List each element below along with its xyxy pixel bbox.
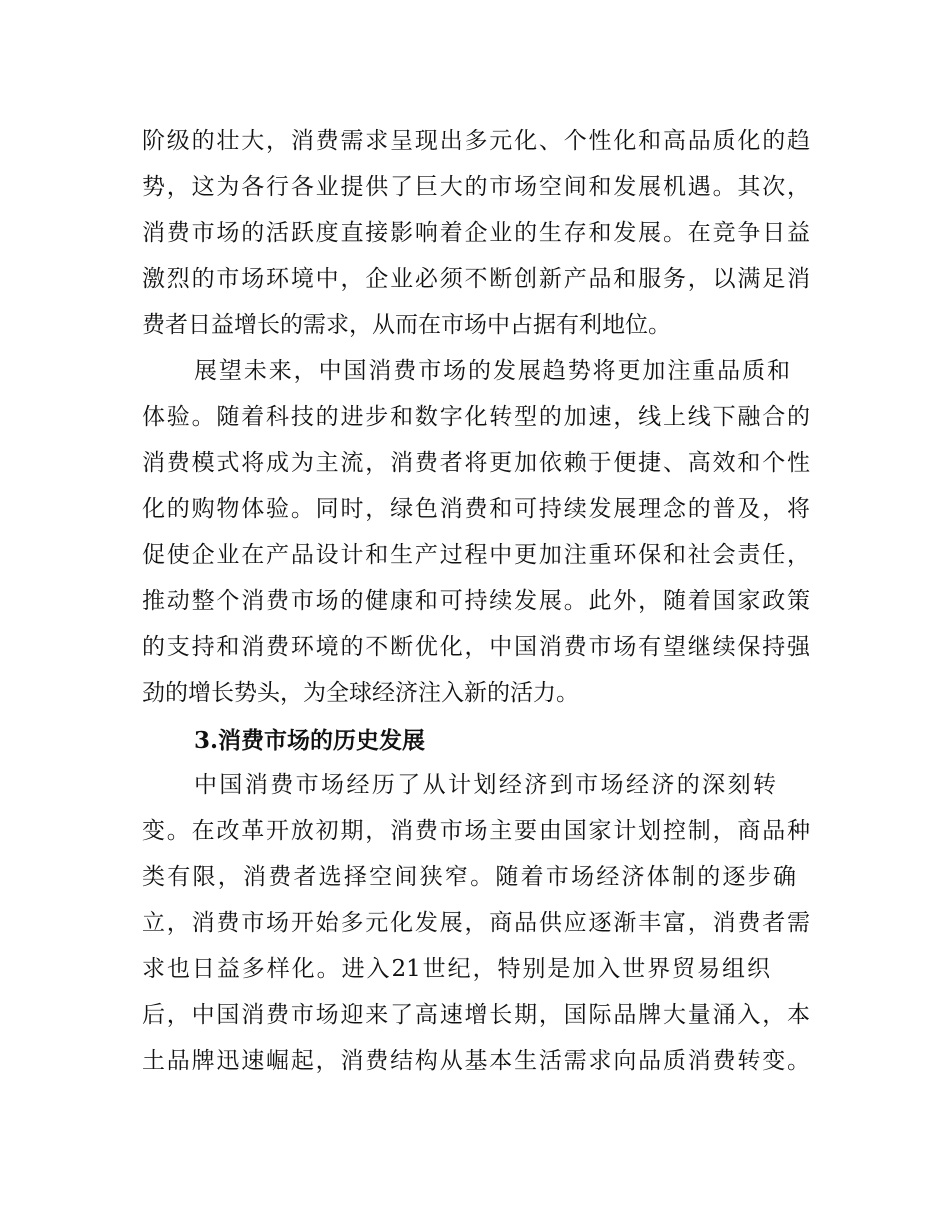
paragraph-1-line-3: 消费市场的活跃度直接影响着企业的生存和发展。在竞争日益 — [142, 220, 810, 246]
paragraph-2-line-4: 化的购物体验。同时，绿色消费和可持续发展理念的普及，将 — [142, 496, 810, 522]
paragraph-1-line-2: 势，这为各行各业提供了巨大的市场空间和发展机遇。其次， — [142, 174, 810, 200]
paragraph-1-line-4: 激烈的市场环境中，企业必须不断创新产品和服务，以满足消 — [142, 266, 810, 292]
paragraph-2-line-8: 劲的增长势头，为全球经济注入新的活力。 — [142, 680, 579, 706]
paragraph-3-line-3: 类有限，消费者选择空间狭窄。随着市场经济体制的逐步确 — [142, 864, 796, 890]
paragraph-3-line-5: 求也日益多样化。进入21世纪，特别是加入世界贸易组织 — [142, 956, 770, 982]
paragraph-3-line-4: 立，消费市场开始多元化发展，商品供应逐渐丰富，消费者需 — [142, 910, 810, 936]
paragraph-3-line-2: 变。在改革开放初期，消费市场主要由国家计划控制，商品种 — [142, 818, 810, 844]
paragraph-2-line-3: 消费模式将成为主流，消费者将更加依赖于便捷、高效和个性 — [142, 450, 810, 476]
paragraph-1-line-5: 费者日益增长的需求，从而在市场中占据有利地位。 — [142, 312, 671, 338]
paragraph-2-line-1: 展望未来，中国消费市场的发展趋势将更加注重品质和 — [194, 358, 790, 384]
paragraph-3-line-6: 后，中国消费市场迎来了高速增长期，国际品牌大量涌入，本 — [142, 1002, 810, 1028]
paragraph-3-line-1: 中国消费市场经历了从计划经济到市场经济的深刻转 — [194, 772, 776, 798]
paragraph-1-line-1: 阶级的壮大，消费需求呈现出多元化、个性化和高品质化的趋 — [142, 128, 810, 154]
paragraph-2-line-5: 促使企业在产品设计和生产过程中更加注重环保和社会责任， — [142, 542, 810, 568]
paragraph-3-line-7: 土品牌迅速崛起，消费结构从基本生活需求向品质消费转变。 — [142, 1048, 810, 1074]
paragraph-2-line-2: 体验。随着科技的进步和数字化转型的加速，线上线下融合的 — [142, 404, 810, 430]
paragraph-2-line-6: 推动整个消费市场的健康和可持续发展。此外，随着国家政策 — [142, 588, 810, 614]
paragraph-2-line-7: 的支持和消费环境的不断优化，中国消费市场有望继续保持强 — [142, 634, 810, 660]
section-heading: 3.消费市场的历史发展 — [194, 727, 426, 754]
